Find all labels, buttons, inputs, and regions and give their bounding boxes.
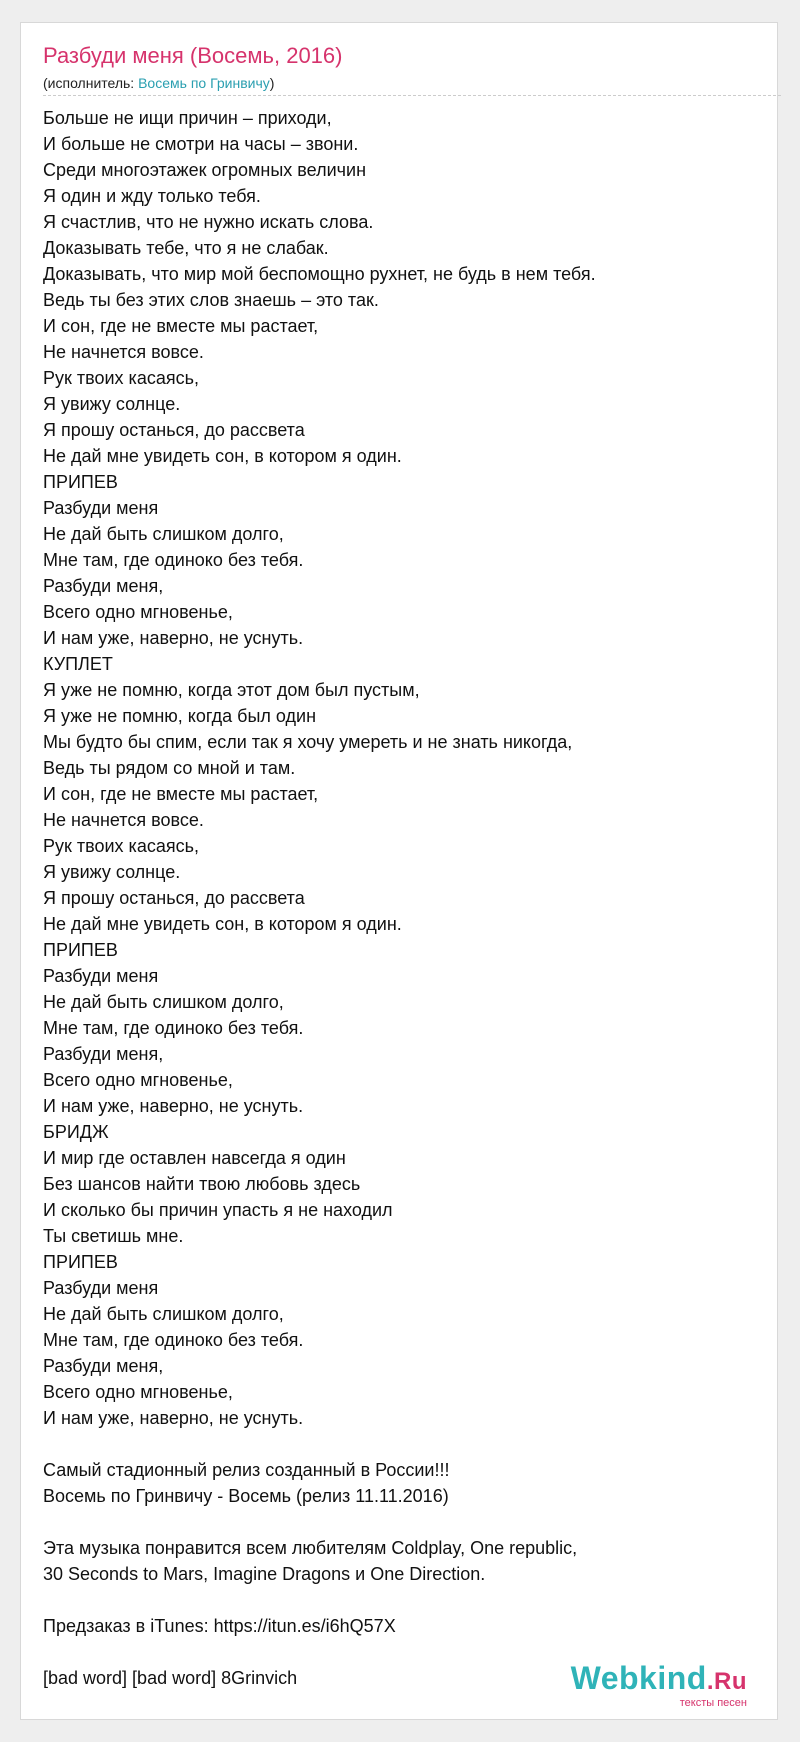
- lyric-line: ПРИПЕВ: [43, 940, 118, 960]
- lyric-line: И сон, где не вместе мы растает,: [43, 784, 319, 804]
- lyric-line: Эта музыка понравится всем любителям Coldplay, One republic,: [43, 1538, 578, 1558]
- logo-name: Webkind: [570, 1660, 707, 1696]
- lyric-line: Всего одно мгновенье,: [43, 1382, 233, 1402]
- lyric-line: Не дай быть слишком долго,: [43, 524, 284, 544]
- lyric-line: Мы будто бы спим, если так я хочу умереть и не знать никогда,: [43, 732, 573, 752]
- lyric-line: Восемь по Гринвичу - Восемь (релиз 11.11.2016): [43, 1486, 449, 1506]
- lyric-line: Без шансов найти твою любовь здесь: [43, 1174, 361, 1194]
- lyric-line: Среди многоэтажек огромных величин: [43, 160, 367, 180]
- lyric-line: Я увижу солнце.: [43, 394, 181, 414]
- lyric-line: Разбуди меня: [43, 1278, 159, 1298]
- lyric-line: Не дай быть слишком долго,: [43, 1304, 284, 1324]
- lyric-line: [43, 1509, 773, 1535]
- logo-wordmark: [571, 1661, 747, 1699]
- lyric-line: И нам уже, наверно, не уснуть.: [43, 1408, 304, 1428]
- lyric-line: ПРИПЕВ: [43, 1252, 118, 1272]
- lyrics-page: [20, 22, 778, 1720]
- lyric-line: Я уже не помню, когда этот дом был пустым,: [43, 680, 420, 700]
- lyric-line: ПРИПЕВ: [43, 472, 118, 492]
- lyric-line: Рук твоих касаясь,: [43, 368, 199, 388]
- lyric-line: Самый стадионный релиз созданный в России!!!: [43, 1460, 450, 1480]
- lyric-line: Не дай мне увидеть сон, в котором я один.: [43, 914, 402, 934]
- lyric-line: Ведь ты без этих слов знаешь – это так.: [43, 290, 379, 310]
- lyric-line: КУПЛЕТ: [43, 654, 113, 674]
- lyric-line: [43, 1587, 773, 1613]
- artist-line: [43, 75, 274, 91]
- lyric-line: Ты светишь мне.: [43, 1226, 184, 1246]
- lyric-line: И мир где оставлен навсегда я один: [43, 1148, 346, 1168]
- lyric-line: И сколько бы причин упасть я не находил: [43, 1200, 393, 1220]
- lyric-line: Доказывать, что мир мой беспомощно рухнет, не будь в нем тебя.: [43, 264, 596, 284]
- lyric-line: Я прошу останься, до рассвета: [43, 888, 305, 908]
- lyric-line: БРИДЖ: [43, 1122, 109, 1142]
- lyric-line: Всего одно мгновенье,: [43, 1070, 233, 1090]
- lyric-line: И нам уже, наверно, не уснуть.: [43, 628, 304, 648]
- artist-prefix: (исполнитель:: [43, 75, 139, 91]
- lyric-line: 30 Seconds to Mars, Imagine Dragons и One Direction.: [43, 1564, 486, 1584]
- logo-suffix: .Ru: [706, 1668, 747, 1695]
- lyric-line: Мне там, где одиноко без тебя.: [43, 1018, 304, 1038]
- song-title: Разбуди меня (Восемь, 2016): [43, 43, 343, 68]
- lyric-line: [bad word] [bad word] 8Grinvich: [43, 1668, 298, 1688]
- lyric-line: Мне там, где одиноко без тебя.: [43, 550, 304, 570]
- lyric-line: Не начнется вовсе.: [43, 342, 204, 362]
- site-logo[interactable]: [571, 1661, 747, 1709]
- lyric-line: Разбуди меня,: [43, 1356, 164, 1376]
- lyric-line: Разбуди меня: [43, 966, 159, 986]
- artist-link[interactable]: Восемь по Гринвичу: [138, 75, 270, 91]
- lyric-line: Я увижу солнце.: [43, 862, 181, 882]
- lyric-line: Рук твоих касаясь,: [43, 836, 199, 856]
- lyric-line: Я уже не помню, когда был один: [43, 706, 317, 726]
- lyric-line: Я счастлив, что не нужно искать слова.: [43, 212, 374, 232]
- lyrics-text: [43, 105, 773, 1691]
- logo-tagline: тексты песен: [679, 1697, 747, 1709]
- lyric-line: Не дай мне увидеть сон, в котором я один.: [43, 446, 402, 466]
- lyric-line: Всего одно мгновенье,: [43, 602, 233, 622]
- lyric-line: Ведь ты рядом со мной и там.: [43, 758, 296, 778]
- artist-suffix: ): [269, 75, 275, 91]
- lyric-line: Разбуди меня,: [43, 576, 164, 596]
- lyric-line: Не дай быть слишком долго,: [43, 992, 284, 1012]
- lyric-line: Разбуди меня: [43, 498, 159, 518]
- lyric-line: Я прошу останься, до рассвета: [43, 420, 305, 440]
- lyric-line: Мне там, где одиноко без тебя.: [43, 1330, 304, 1350]
- lyric-line: Разбуди меня,: [43, 1044, 164, 1064]
- lyric-line: Доказывать тебе, что я не слабак.: [43, 238, 329, 258]
- title-divider: [43, 95, 781, 96]
- lyric-line: И больше не смотри на часы – звони.: [43, 134, 359, 154]
- lyric-line: Не начнется вовсе.: [43, 810, 204, 830]
- lyric-line: Я один и жду только тебя.: [43, 186, 261, 206]
- lyric-line: Предзаказ в iTunes: https://itun.es/i6hQ57X: [43, 1616, 396, 1636]
- lyric-line: И сон, где не вместе мы растает,: [43, 316, 319, 336]
- lyric-line: И нам уже, наверно, не уснуть.: [43, 1096, 304, 1116]
- lyric-line: [43, 1431, 773, 1457]
- lyric-line: Больше не ищи причин – приходи,: [43, 108, 332, 128]
